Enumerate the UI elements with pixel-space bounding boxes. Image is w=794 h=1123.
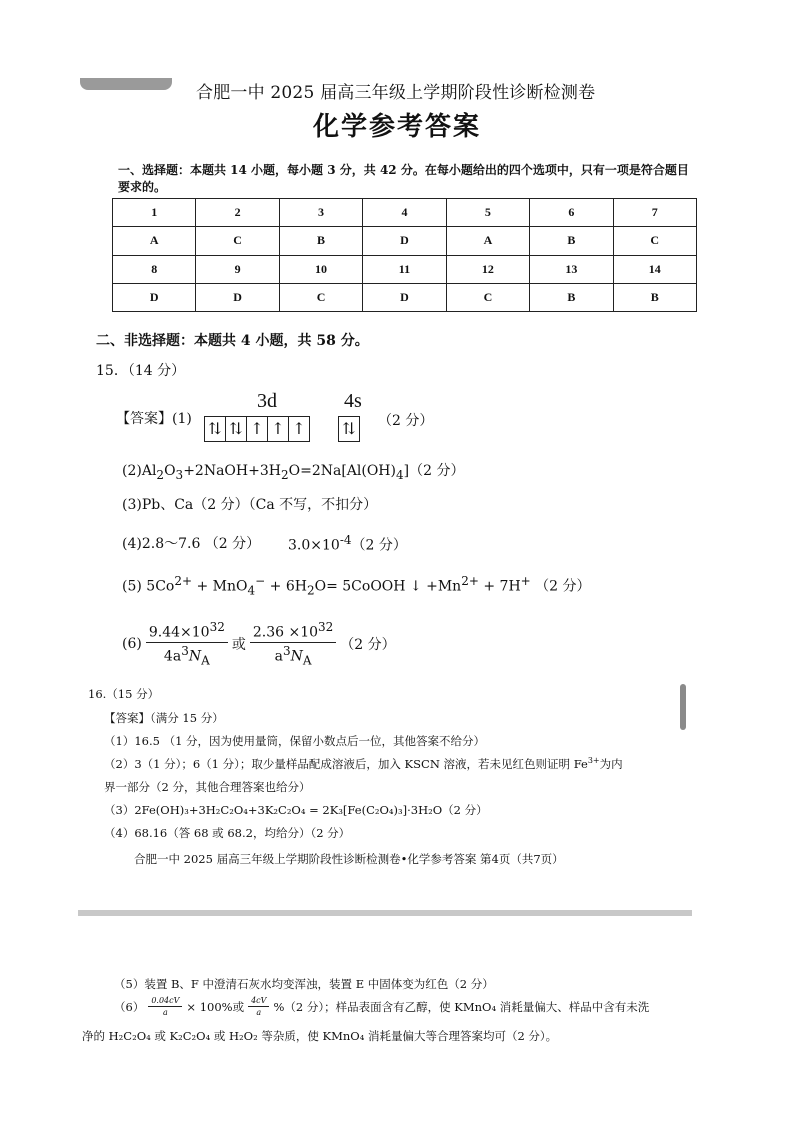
q16-a2-line1: （2）3（1 分）；6（1 分）；取少量样品配成溶液后，加入 KSCN 溶液，若未见红色则证明 $Fe^{3+}$为内 [104, 756, 623, 771]
answer-table-cell: D [363, 283, 446, 311]
section1-intro: 一、选择题：本题共 14 小题，每小题 3 分，共 42 分。在每小题给出的四个选项中，只有一项是符合题目要求的。 [118, 163, 689, 194]
answer-table-cell: B [613, 283, 696, 311]
q16-a1: （1）16.5 （1 分，因为使用量筒，保留小数点后一位，其他答案不给分） [104, 734, 486, 748]
orbital-box: ⇅ [342, 419, 356, 438]
q15-heading: 15．（14 分） [96, 363, 186, 379]
q15-a6-fraction-2: $\frac{2.36 \times 10^{32}}{a^3N_A}$ [250, 620, 336, 667]
answer-table-row [113, 255, 697, 283]
q16-a3: （3）2Fe(OH)₃+3H₂C₂O₄+3K₂C₂O₄ = 2K₃[Fe(C₂O₄)₃]·3H₂O（2 分） [104, 803, 488, 817]
answer-table-cell: 5 [446, 199, 529, 227]
q16-a6-line1: （6） $\frac{0.04cV}{a}$ × 100%或 $\frac{4cV}{a}$ %（2 分）；样品表面含有乙醇，使 KMnO₄ 消耗量偏大、样品中含有未洗 [114, 996, 650, 1017]
q15-a4-range: (4)2.8～7.6 （2 分） [122, 536, 261, 552]
orbital-4s-boxes [338, 416, 360, 442]
answer-table-cell: 8 [113, 255, 196, 283]
page-divider [78, 910, 692, 916]
answer-table-cell: D [363, 227, 446, 255]
q16-a6-line2: 净的 H₂C₂O₄ 或 K₂C₂O₄ 或 H₂O₂ 等杂质，使 KMnO₄ 消耗量偏大等合理答案均可（2 分）。 [82, 1029, 558, 1043]
orbital-3d-label: 3d [257, 390, 277, 412]
answer-table-cell: C [446, 283, 529, 311]
answer-table-cell: A [113, 227, 196, 255]
answer-table-cell: B [279, 227, 362, 255]
q16-a5: （5）装置 B、F 中澄清石灰水均变浑浊，装置 E 中固体变为红色（2 分） [114, 977, 494, 991]
section2-intro: 二、非选择题：本题共 4 小题，共 58 分。 [96, 333, 369, 349]
answer-table-cell: 3 [279, 199, 362, 227]
answer-table-cell: B [530, 283, 613, 311]
answer-table-cell: A [446, 227, 529, 255]
orbital-box: ⇅ [205, 417, 226, 441]
answer-table-cell: 11 [363, 255, 446, 283]
answer-table-cell: 10 [279, 255, 362, 283]
q15-a3: (3)Pb、Ca（2 分）（Ca 不写，不扣分） [122, 497, 378, 513]
answer-table-cell: 14 [613, 255, 696, 283]
answer-table-cell: B [530, 227, 613, 255]
q15-a1-score: （2 分） [378, 413, 434, 429]
answer-table-cell: C [279, 283, 362, 311]
orbital-box: ↑ [268, 417, 289, 441]
answer-table-cell: 6 [530, 199, 613, 227]
answer-table-row [113, 283, 697, 311]
answer-table-row [113, 199, 697, 227]
q16-heading: 16.（15 分） [88, 687, 160, 701]
orbital-3d-boxes [204, 416, 310, 442]
answer-table-cell: 12 [446, 255, 529, 283]
page-tab-decoration [80, 78, 172, 90]
answer-table-cell: C [196, 227, 279, 255]
answer-table-row [113, 227, 697, 255]
orbital-box: ⇅ [226, 417, 247, 441]
answer-table-cell: 2 [196, 199, 279, 227]
q16-a2-line2: 界一部分（2 分，其他合理答案也给分） [104, 780, 311, 794]
q16-a6-fraction-1: $\frac{0.04cV}{a}$ [148, 996, 182, 1017]
q15-a5-equation: (5) $5Co^{2+} + MnO_4^- + 6H_2O=$ 5CoOOH ↓ $+Mn^{2+} + 7H^+$ （2 分） [122, 574, 591, 598]
orbital-4s-label: 4s [344, 390, 362, 412]
answer-table-cell: D [113, 283, 196, 311]
q15-a4-ksp: $3.0\times 10^{-4}(2$ 分） [288, 533, 407, 554]
answer-table-cell: 7 [613, 199, 696, 227]
subject-title: 化学参考答案 [312, 112, 481, 142]
exam-title: 合肥一中 2025 届高三年级上学期阶段性诊断检测卷 [196, 83, 596, 103]
answer-table-cell: C [613, 227, 696, 255]
answer-table [112, 198, 697, 312]
q16-a6-fraction-2: $\frac{4cV}{a}$ [248, 996, 269, 1017]
answer-table-cell: 13 [530, 255, 613, 283]
q16-a4: （4）68.16（答 68 或 68.2，均给分）（2 分） [104, 826, 351, 840]
answer-table-cell: D [196, 283, 279, 311]
q15-a2: $(2)Al_2O_3+2NaOH+3H_2O=2Na[Al(OH)_4](2$ 分） [122, 463, 465, 482]
q16-answer-label: 【答案】（满分 15 分） [104, 711, 224, 725]
q15-answer-label: 【答案】(1) [116, 411, 192, 427]
answer-table-cell: 4 [363, 199, 446, 227]
orbital-box: ↑ [247, 417, 268, 441]
orbital-box: ↑ [292, 419, 306, 438]
answer-table-cell: 9 [196, 255, 279, 283]
answer-table-cell: 1 [113, 199, 196, 227]
q15-a6-fraction-1: $\frac{9.44\times 10^{32}}{4a^3N_A}$ [146, 620, 228, 667]
scrollbar-thumb[interactable] [680, 684, 686, 730]
q15-a6: (6) $\frac{9.44\times 10^{32}}{4a^3N_A}$ 或 $\frac{2.36 \times 10^{32}}{a^3N_A}$ （2 分） [122, 620, 396, 668]
page-footer: 合肥一中 2025 届高三年级上学期阶段性诊断检测卷•化学参考答案 第4页（共7页） [134, 852, 564, 866]
